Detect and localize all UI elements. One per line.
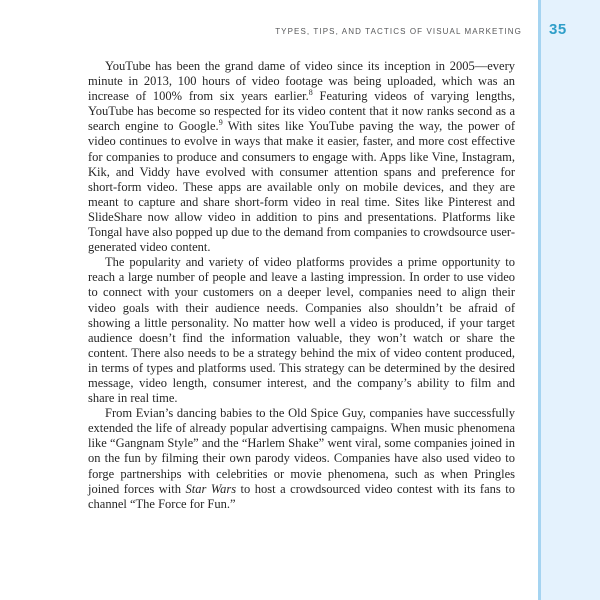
paragraph <box>88 255 515 406</box>
text-run: YouTube has been the grand dame of video since its inception in 2005—every minute in 2013, 100 hours of video footage was being uploaded, which was an increase of 100% from six years earlier. <box>88 59 515 104</box>
page-number: 35 <box>549 21 567 38</box>
text-run: Star Wars <box>185 481 237 496</box>
page-edge-band <box>538 0 600 600</box>
paragraph <box>88 59 515 255</box>
text-run: From Evian’s dancing babies to the Old Spice Guy, companies have successfully extended the life of already popular advertising campaigns. When music phenomena like “Gangnam Style” and the “Harlem Shake” went viral, some companies joined in on the fun by filming their own parody videos. Companies have also used video to forge partnerships with celebrities or movie phenomena, such as when Pringles joined forces with <box>88 406 515 496</box>
text-run: The popularity and variety of video platforms provides a prime opportunity to reach a large number of people and leave a lasting impression. In order to use video to connect with your customers on a deeper level, companies need to align their video goals with their audience needs. Companies also shouldn’t be afraid of showing a little personality. No matter how well a video is produced, if your target audience doesn’t find the information valuable, they won’t watch or share the content. There also needs to be a strategy behind the mix of video content produced, in terms of types and platforms used. This strategy can be determined by the desired message, video length, consumer interest, and the company’s ability to film and share in real time. <box>88 255 515 406</box>
footnote-marker: 9 <box>218 118 223 128</box>
text-run: With sites like YouTube paving the way, the power of video continues to evolve in ways that make it easier, faster, and more cost effective for companies to produce and consumers to engage with. Apps like Vine, Instagram, Kik, and Viddy have evolved with consumer attention spans and preference for short-form video. These apps are available only on mobile devices, and they are meant to capture and share short-form video in real time. Sites like Pinterest and SlideShare now allow video in addition to pins and presentations. Platforms like Tongal have also popped up due to the demand from companies to crowdsource user-generated video content. <box>88 119 515 255</box>
text-run: to host a crowdsourced video contest with its fans to channel “The Force for Fun.” <box>88 481 515 511</box>
paragraph <box>88 406 515 512</box>
running-header-title: TYPES, TIPS, AND TACTICS OF VISUAL MARKETING <box>275 27 522 36</box>
text-run: Featuring videos of varying lengths, YouTube has become so respected for its video content that it now ranks second as a search engine to Google. <box>88 89 515 134</box>
footnote-marker: 8 <box>308 88 313 98</box>
page-body <box>88 59 515 512</box>
